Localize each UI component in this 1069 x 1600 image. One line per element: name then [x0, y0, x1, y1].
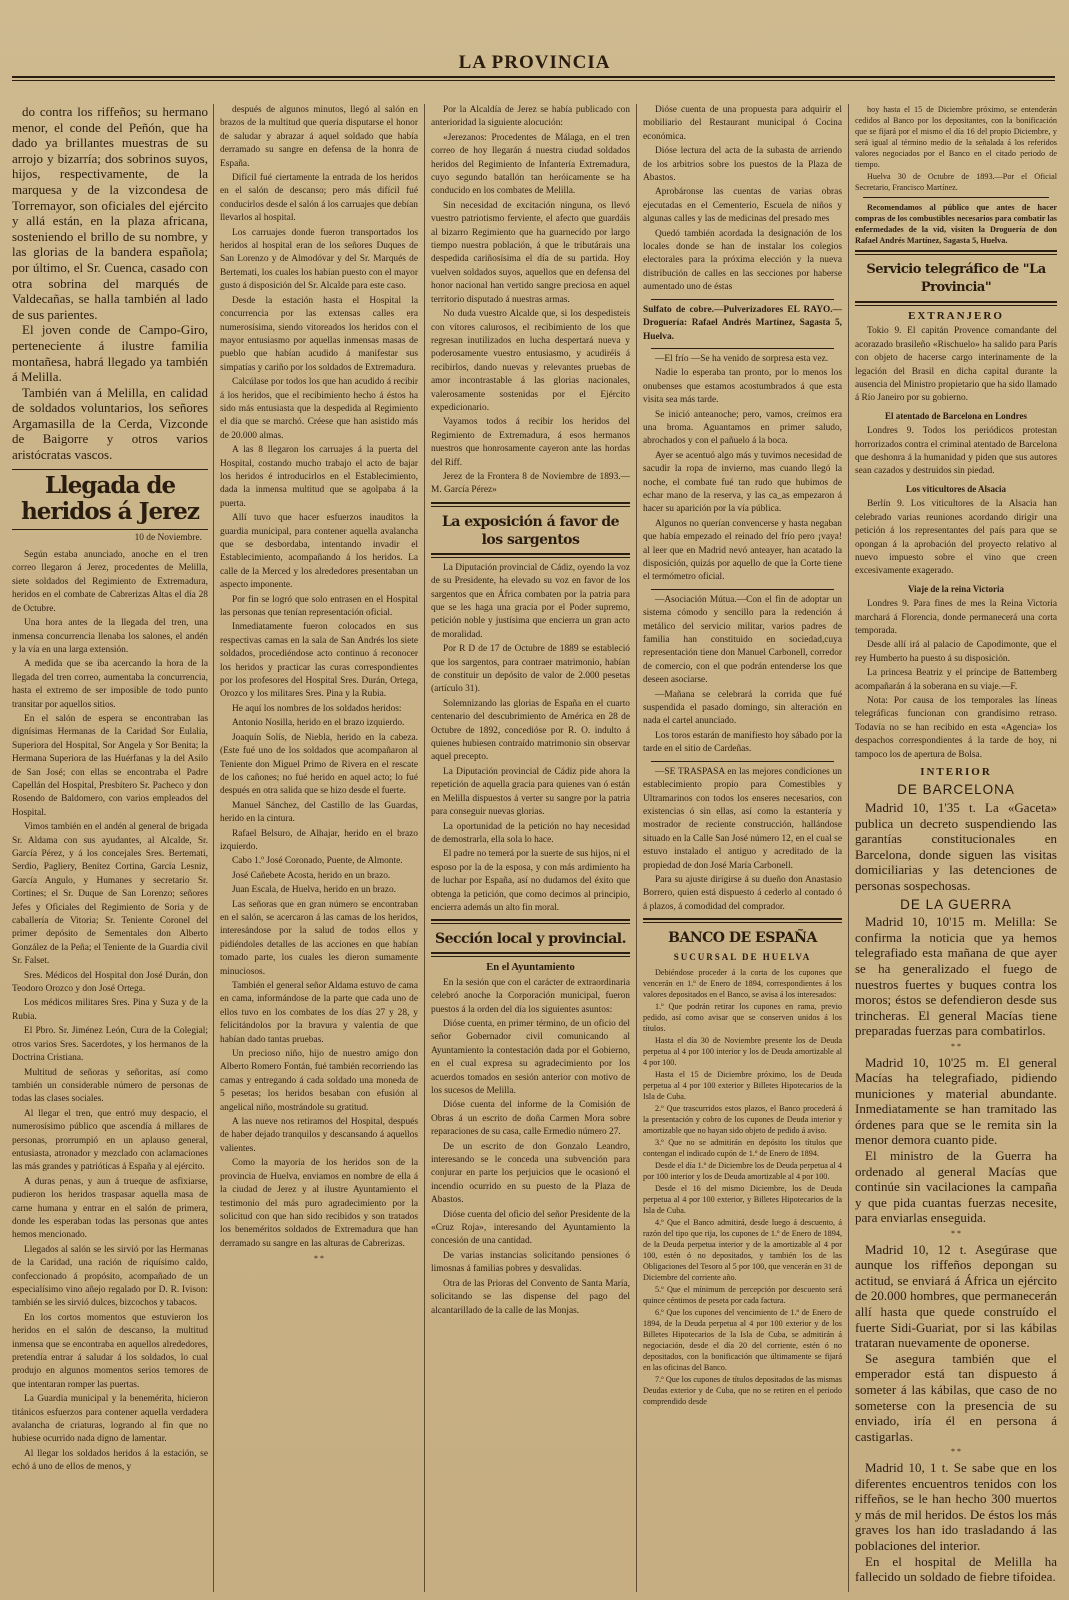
- section-heading-local: Sección local y provincial.: [435, 931, 626, 948]
- article-para: José Cañebete Acosta, herido en un brazo.: [232, 870, 391, 881]
- column-divider: [848, 104, 849, 1592]
- telegram: Madrid 10, 10'15 m. Melilla: Se confirma la noticia que ya hemos telegrafiado esta mañana de que ayer se ha generalizado el fuego de nuestros fuertes y buques contra los moros; éstos se defendieron desde sus trincheras. El general Macías tiene preparadas fuerzas para combatirlos.: [855, 914, 1057, 1039]
- advert-drogueria: [855, 202, 1057, 246]
- article-para: Nadie lo esperaba tan pronto, por lo menos los onubenses que estamos acostumbrados á que esta visita sea más tarde.: [643, 368, 842, 406]
- notice-para: Hasta el día 30 de Noviembre presente los de Deuda perpetua al 4 por 100 interior y los de Deuda amortizable al 4 por 100.: [643, 1035, 842, 1067]
- notice-para: 1.º Que podrán retirar los cupones en rama, previo pedido, así como avisar que se conserven unidos á los títulos.: [643, 1001, 842, 1033]
- article-para: Cabo 1.º José Coronado, Puente, de Almonte.: [232, 856, 403, 867]
- article-para: Dióse cuenta del informe de la Comisión de Obras á un escrito de doña Carmen Mora sobre reparaciones de su casa, calle Ermedio número 27.: [431, 1100, 630, 1138]
- article-para: De varias instancias solicitando pensiones ó limosnas á familias pobres y desvalidas.: [431, 1250, 630, 1275]
- column-3: [431, 104, 630, 1594]
- separator-stars: * *: [951, 1447, 961, 1457]
- telegram: Desde allí irá al palacio de Capodimonte, que el rey Humberto ha puesto á su disposición.: [855, 640, 1057, 664]
- banco-heading: BANCO DE ESPAÑA: [668, 930, 817, 947]
- section-rule: [431, 919, 630, 924]
- article-para: No duda vuestro Alcalde que, si los despedisteis con vítores calurosos, el recibimiento de los que regresan inutilizados en lucha despertará nueva y poderosamente vuestro entusiasmo, y acudiréis á recibirlos, dando nuevas y relevantes pruebas de amor incontrastable á las glorias nacionales, valerosamente sostenidas por el Ejército expedicionario.: [431, 309, 630, 413]
- article-para: Inmediatamente fueron colocados en sus respectivas camas en la sala de San Andrés los siete soldados, procediéndose acto continuo á reconocer los heridos y practicar las curas correspondientes por los profesores del Hospital Sres. Durán, Ortega, Orozco y los militares Sres. Pina y la Rubia.: [220, 622, 418, 700]
- article-para: A medida que se iba acercando la hora de la llegada del tren correo, aumentaba la concurrencia, hasta el extremo de ser imposible de todo punto transitar por aquellos sitios.: [12, 659, 208, 710]
- article-para: Ayer se acentuó algo más y tuvimos necesidad de sacudir la ropa de invierno, mas cuando llegó la noche, el combate fué tan rudo que hubimos de echar mano de la reserva, y las ca_as empezaron á hacer su aparición por la vía pública.: [643, 450, 842, 515]
- divider: [651, 589, 834, 590]
- article-para: Juan Escala, de Huelva, herido en un brazo.: [232, 885, 396, 896]
- notice-para: Desde el día 1.º de Diciembre los de Deuda perpetua al 4 por 100 interior y los de Deuda amortizable al 4 por 100.: [643, 1160, 842, 1181]
- col1-lead-para: El joven conde de Campo-Giro, perteneciente á ilustre familia montañesa, habrá llegado ya también á Melilla.: [12, 322, 208, 385]
- top-rule-thin: [12, 80, 1055, 81]
- city-heading-guerra: DE LA GUERRA: [900, 896, 1012, 912]
- column-divider: [636, 104, 637, 1592]
- telegram: Madrid 10, 1 t. Se sabe que en los diferentes encuentros tenidos con los riffeños, se le han hecho 300 muertos y más de mil heridos. De éstos los más graves los han ido trasladando á las poblaciones del interior.: [855, 1459, 1057, 1553]
- notice-para: Hasta el 15 de Diciembre próximo, los de Deuda perpetua al 4 por 100 exterior y Billetes Hipotecarios de la Isla de Cuba.: [643, 1069, 842, 1101]
- notice-para: 4.º Que el Banco admitirá, desde luego á descuento, á razón del tipo que rija, los cupones de 1.º de Enero de 1894, de la Deuda perpetua interior y de la amortizable al 4 por 100, estén ó no depositados, y también los de las Obligaciones del Tesoro al 5 por 100, que vencerán en 31 de Diciembre del corriente año.: [643, 1217, 842, 1282]
- article-para: Por R D de 17 de Octubre de 1889 se estableció que los sargentos, para contraer matrimonio, habían de constituir un depósito de valor de 2.000 pesetas (artículo 31).: [431, 644, 630, 695]
- article-para: La Guardia municipal y la benemérita, hicieron titánicos esfuerzos para contener aquella verdadera avalancha de criaturas, logrando al fin que no hubiese ocurrido nada digno de lamentar.: [12, 1394, 208, 1445]
- article-para: Al llegar los soldados heridos á la estación, se echó á uno de ellos de menos, y: [12, 1448, 208, 1473]
- column-divider: [213, 104, 214, 1592]
- article-para: Algunos no querían convencerse y hasta negaban que había empezado el reinado del frío pero ¡vaya! al leer que en Madrid nevó anteayer, han acatado la disposición, quizás por aquello de que la Corte tiene el termómetro oficial.: [643, 518, 842, 583]
- article-para: El Pbro. Sr. Jiménez León, Cura de la Colegial; otros varios Sres. Sacerdotes, y los hermanos de la Doctrina Cristiana.: [12, 1026, 208, 1064]
- telegram: Madrid 10, 1'35 t. La «Gaceta» publica un decreto suspendiendo las garantías constitucionales en Barcelona, donde siguen las visitas domiciliarias y las detenciones de personas sospechosas.: [855, 800, 1057, 893]
- col1-lead-para: También van á Melilla, en calidad de soldados voluntarios, los señores Argamasilla de la Cerda, Vizconde de Baigorre y otros varios aristócratas vascos.: [12, 384, 208, 463]
- banco-notice: [643, 967, 842, 1407]
- interior-news: [855, 782, 1057, 1584]
- article-para: Los médicos militares Sres. Pina y Suza y de la Rubia.: [12, 998, 208, 1022]
- column-5: [855, 104, 1057, 1594]
- masthead: LA PROVINCIA: [458, 52, 611, 73]
- article-para: Una hora antes de la llegada del tren, una inmensa concurrencia llenaba los salones, el andén y la vía en una larga extensión.: [12, 618, 208, 655]
- article-para: —El frío —Se ha venido de sorpresa esta vez.: [655, 353, 829, 364]
- article-para: Dióse cuenta del oficio del señor Presidente de la «Cruz Roja», interesando del Ayuntamiento la concesión de una cantidad.: [431, 1209, 630, 1247]
- article-para: Se inició anteanoche; pero, vamos, creímos era una broma. Aguantamos en primer saludo, abrochados y con el pañuelo á la boca.: [643, 409, 842, 447]
- article-para: Sres. Médicos del Hospital don José Durán, don Teodoro Orozco y don José Ortega.: [12, 970, 208, 995]
- notice-para: hoy hasta el 15 de Diciembre próximo, se entenderán cedidos al Banco por los depositantes, con la bonificación que se fijará por el mismo el día 16 del propio Diciembre, y será igual al término medio de la señalada á los referidos valores negociados por el Banco en el citado periodo de tiempo.: [855, 105, 1057, 169]
- section-rule: [431, 502, 630, 507]
- article-para: He aquí los nombres de los soldados heridos:: [232, 703, 402, 714]
- article-para: Por fin se logró que solo entrasen en el Hospital las personas que tenían representación oficial.: [220, 594, 418, 619]
- city-heading-barcelona: DE BARCELONA: [897, 782, 1015, 798]
- telegram: Nota: Por causa de los temporales las líneas telegráficas funcionan con grandísimo retraso. Todavía no se han recibido en esta «Agencia» los despachos correspondientes á la tarde de hoy, ni tampoco los de apertura de Bolsa.: [855, 695, 1057, 760]
- divider: [863, 197, 1049, 198]
- article-heading-jerez: Llegada de heridos á Jerez: [12, 469, 208, 530]
- telegram: Se asegura también que el emperador está tan dispuesto á someter á las kábilas, que caso de no someterse con la presencia de su enviado, iría él en persona á castigarlas.: [855, 1350, 1057, 1444]
- article-para: Difícil fué ciertamente la entrada de los heridos en el salón de descanso; pero más difícil fué conducirlos desde el salón á los carruajes que debían llevarlos al hospital.: [220, 173, 418, 224]
- notice-para: 7.º Que los cupones de títulos depositados de las mismas Deudas exterior y de Cuba, que no se retiren en el periodo comprendido desde: [643, 1374, 842, 1406]
- telegram: La princesa Beatriz y el príncipe de Battemberg acompañarán á la soberana en su viaje.—F.: [855, 668, 1057, 692]
- article-para: Vayamos todos á recibir los heridos del Regimiento de Extremadura, á esos hermanos nuestros que honrosamente cayeron ante las hordas del Riff.: [431, 417, 630, 468]
- article-para: Las señoras que en gran número se encontraban en el salón, se acercaron á las camas de los heridos, interesándose por la salud de todos ellos y pidiéndoles detalles de las acciones en que habían tomado parte, los cuales les dieron sumamente minuciosos.: [220, 899, 418, 977]
- article-para: Al llegar el tren, que entró muy despacio, el numerosísimo público que ascendía á millares de personas, prorrumpió en un aplauso general, entusiasta, atronador y mezclado con aclamaciones las más grandes y patrióticas á España y al ejército.: [12, 1108, 208, 1173]
- advert-sulfato: Sulfato de cobre.—Pulverizadores EL RAYO.—Droguería: Rafael Andrés Martínez, Sagasta 5, Huelva.: [643, 304, 842, 342]
- telegram: Madrid 10, 10'25 m. El general Macías ha telegrafiado, pidiendo municiones y material abundante. Inmediatamente se han tramitado las órdenes para que se le remita sin la menor demora cuanto pide.: [855, 1054, 1057, 1148]
- column-2: [220, 104, 418, 1594]
- article-para: Dióse lectura del acta de la subasta de arriendo de los arbitrios sobre los puestos de la Plaza de Abastos.: [643, 146, 842, 184]
- article-para: Los carruajes donde fueron transportados los heridos al hospital eran de los señores Duques de San Lorenzo y de Almodóvar y del Sr. Marqués de Bertemati, los cuales los habían puesto con el mayor gusto á disposición del Sr. Alcalde para este caso.: [220, 227, 418, 292]
- top-rule: [12, 76, 1055, 78]
- telegram: Londres 9. Todos los periódicos protestan horrorizados contra el criminal atentado de Barcelona que deshonra á la humanidad y piden que sus autores sean cazados y destruidos sin piedad.: [855, 426, 1057, 477]
- notice-para: 3.º Que no se admitirán en depósito los títulos que contengan el indicado cupón de 1.º de Enero de 1894.: [643, 1137, 842, 1158]
- article-para: Multitud de señoras y señoritas, así como también un considerable número de personas de todas las clases sociales.: [12, 1067, 208, 1105]
- article-date: 10 de Noviembre.: [134, 532, 202, 543]
- article-para: La Diputación provincial de Cádiz, oyendo la voz de su Presidente, ha elevado su voz en favor de los sargentos que en África combaten por la patria para que se les haga una gracia por el Poder supremo, petición noble y justísima que encierra un gran acto de moralidad.: [431, 562, 630, 640]
- article-para: A duras penas, y aun á trueque de asfixiarse, pudieron los heridos traspasar aquella masa de carne humana y entrar en el salón de primera, donde les esperaban todas las personas que antes hemos mencionado.: [12, 1176, 208, 1241]
- telegram: En el hospital de Melilla ha fallecido un soldado de fiebre tifoidea.: [855, 1553, 1057, 1585]
- article-para: La oportunidad de la petición no hay necesidad de demostrarla, ella sola lo hace.: [431, 821, 630, 845]
- section-rule: [643, 918, 842, 923]
- article-para: También el general señor Aldama estuvo de cama en cama, informándose de la parte que cada uno de ellos tuvo en los combates de los días 27 y 28, y felicitándolos por la bravura y valentía de que habían dado tantas pruebas.: [220, 981, 418, 1045]
- article-para: Para su ajuste dirigirse á su dueño don Anastasio Borrero, quien está dispuesto á cederlo al contado ó á plazos, á comodidad del comprador.: [643, 874, 842, 912]
- article-para: Jerez de la Frontera 8 de Noviembre de 1893.—M. García Pérez»: [431, 471, 630, 496]
- article-para: Calcúlase por todos los que han acudido á recibir á los heridos, que el recibimiento hecho á éstos ha sido más entusiasta que la despedida al Regimiento el día que se marchó. Créese que han asistido más de 20.000 almas.: [220, 377, 418, 441]
- notice-para: 5.º Que el mínimum de percepción por descuento será quince céntimos de peseta por cada factura.: [643, 1284, 842, 1305]
- section-rule: [431, 952, 630, 957]
- separator-stars: * *: [951, 1041, 961, 1051]
- notice-para: 2.º Que trascurridos estos plazos, el Banco procederá á la presentación y cobro de los cupones de Deuda interior y amortizable que no hayan sido objeto de pedido á aviso.: [643, 1103, 842, 1135]
- advert-text: Recomendamos al público que antes de hacer compras de los combustibles necesarios para combatir las enfermedades de la vid, visiten la Droguería de don Rafael Andrés Martínez, Sagasta 5, Huelva.: [855, 203, 1057, 245]
- article-para: En el salón de espera se encontraban las dignísimas Hermanas de la Caridad Sor Eulalia, Superiora del Hospital, Sor Angela y Sor Benita; la Hermana Superiora de las Huérfanas y la del Asilo de San José; con ellas se encontraba el Padre Capellán del Hospital, Presbítero Sr. Pacheco y don Rosendo de Baldomero, con varios empleados del Hospital.: [12, 713, 208, 818]
- subheading-ayuntamiento: En el Ayuntamiento: [486, 962, 575, 974]
- article-para: Los toros estarán de manifiesto hoy sábado por la tarde en el sitio de Cardeñas.: [643, 730, 842, 755]
- article-para: Según estaba anunciado, anoche en el tren correo llegaron á Jerez, procedentes de Melilla, siete soldados del Regimiento de Extremadura, heridos en el combate de Cabrerizas Altas el día 28 de Octubre.: [12, 550, 208, 614]
- article-para: En los cortos momentos que estuvieron los heridos en el salón de descanso, la multitud inmensa que se encontraba en aquellos alrededores, pretendía entrar á saludar á los soldados, lo cual produjo en algunos momentos serios temores de que intentaran romper las puertas.: [12, 1312, 208, 1390]
- article-para: Allí tuvo que hacer esfuerzos inauditos la guardia municipal, para contener aquella avalancha que se desbordaba, intentando invadir el Establecimiento, acompañando á los heridos. La calle de la Merced y los alrededores presentaban un aspecto imponente.: [220, 513, 418, 591]
- divider: [651, 299, 834, 300]
- article-para: Un precioso niño, hijo de nuestro amigo don Alberto Romero Fontán, fué también recorriendo las camas y entregando á cada soldado una moneda de 5 pesetas; los heridos besaban con efusión al angelical niño, mostrándole su gratitud.: [220, 1049, 418, 1113]
- article-para: En la sesión que con el carácter de extraordinaria celebró anoche la Corporación municipal, fueron puestos á la orden del día los siguientes asuntos:: [431, 977, 630, 1015]
- notice-para: Huelva 30 de Octubre de 1893.—Por el Oficial Secretario, Francisco Martínez.: [855, 172, 1057, 192]
- article-para: Solemnizando las glorias de España en el cuarto centenario del descubrimiento de América en 28 de Octubre de 1892, concedióse por R. O. indulto á quienes hubiesen contraído matrimonio sin observar aquel precepto.: [431, 698, 630, 763]
- article-para: Aprobáronse las cuentas de varias obras ejecutadas en el Cementerio, Escuela de niños y algunas calles y las de medicinas del presado mes: [643, 187, 842, 225]
- column-4: [643, 104, 842, 1594]
- article-para: Otra de las Prioras del Convento de Santa María, solicitando se las dispense del pago del alcantarillado de la calle de las Monjas.: [431, 1278, 630, 1316]
- telegram: Londres 9. Para fines de mes la Reina Victoria marchará á Florencia, donde permanecerá una corta temporada.: [855, 599, 1057, 636]
- telegram: El ministro de la Guerra ha ordenado al general Macías que continúe sin vacilaciones la campaña y que pida cuantas fuerzas necesite, para enviarlas enseguida.: [855, 1148, 1057, 1226]
- telegram: Madrid 10, 12 t. Asegúrase que aunque los riffeños depongan su actitud, se enviará á África un ejército de 20.000 hombres, que permanecerán allí hasta que quede construído el fuerte Sidi-Guariat, por si las kábilas trataran nuevamente de oponerse.: [855, 1241, 1057, 1351]
- article-para: A las 8 llegaron los carruajes á la puerta del Hospital, costando mucho trabajo el acto de bajar los heridos é introducirlos en el Establecimiento, dada la inmensa multitud que se agolpaba á la puerta.: [220, 445, 418, 509]
- article-para: Dióse cuenta de una propuesta para adquirir el mobiliario del Restaurant municipal ó Cocina económica.: [643, 105, 842, 142]
- article-para: La Diputación provincial de Cádiz pide ahora la repetición de aquella gracia para quienes van ó están en Melilla dispuestos á verter su sangre por la patria para conseguir nuevas glorias.: [431, 766, 630, 818]
- banco-notice-end: [855, 104, 1057, 193]
- divider: [651, 348, 834, 349]
- article-para: Quedó también acordada la designación de los locales donde se han de instalar los colegios electorales para la próxima elección y la nueva distribución de calles en las secciones por haberse aumentado uno de éstas: [643, 228, 842, 293]
- article-para: Como la mayoría de los heridos son de la provincia de Huelva, enviamos en nombre de ella á la ciudad de Jerez y al ilustre Ayuntamiento el testimonio del más puro agradecimiento por la solicitud con que han sido recibidos y son tratados los beneméritos soldados de Extremadura que han derramado su sangre en las alturas de Cabrerizas.: [220, 1158, 418, 1249]
- article-para: Rafael Belsuro, de Alhajar, herido en el brazo izquierdo.: [220, 828, 418, 852]
- telegraph-heading: Servicio telegráfico de "La Provincia": [866, 262, 1046, 295]
- telegram-subhead: Los viticultores de Alsacia: [905, 483, 1007, 494]
- article-para: Joaquín Solís, de Niebla, herido en la cabeza. (Este fué uno de los soldados que acompañaron al Teniente don Miguel Primo de Rivera en el rescate de los cañones; no fué herido en aquel acto; lo fué después en otra salida que se hizo desde el fuerte.: [220, 732, 418, 797]
- telegram: Tokio 9. El capitán Provence comandante del acorazado brasileño «Rischuelo» ha salido para París con objeto de hacerse cargo interinamente de la legación del Brasil en dicha capital durante la ausencia del Ministro propietario que ha sido llamado á Río Janeiro por su gobierno.: [855, 326, 1057, 404]
- article-para: Llegados al salón se les sirvió por las Hermanas de la Caridad, una ración de riquísimo caldo, confeccionado á propósito, acompañado de un especialísimo vino añejo regalado por D. R. Ivison: también se les sirvió dulces, bizcochos y tabacos.: [12, 1244, 208, 1309]
- column-1: [12, 104, 208, 1594]
- article-para: El padre no temerá por la suerte de sus hijos, ni el esposo por la de la esposa, y con más ardimiento ha de luchar por España, así no dudamos del éxito que obtenga la petición, que como decimos al principio, encierra además un alto fin moral.: [431, 849, 630, 913]
- article-para: Manuel Sánchez, del Castillo de las Guardas, herido en la cintura.: [220, 800, 418, 825]
- article-para: De un escrito de don Gonzalo Leandro, interesando se le conceda una subvención para conjurar en parte los perjuicios que le ocasionó el incendio ocurrido en su puesto de la Plaza de Abastos.: [431, 1141, 630, 1206]
- section-rule: [855, 250, 1057, 255]
- interior-heading: INTERIOR: [920, 766, 992, 778]
- article-para: —SE TRASPASA en las mejores condiciones un establecimiento propio para Comestibles y Ultramarinos con todos los enseres necesarios, con existencias ó sin ellas, así como la estantería y mostrador de reciente construcción, hallándose situado en la Calle San José número 12, en el cual se estuvo instalado el antiguo y acreditado de la propiedad de don José María Carbonell.: [643, 766, 842, 871]
- notice-para: 6.º Que los cupones del vencimiento de 1.º de Enero de 1894, de la Deuda perpetua al 4 por 100 exterior y de los Billetes Hipotecarios de la Isla de Cuba, se admitirán á negociación, desde el día 20 del corriente, estén ó no depositados, con la bonificación que últimamente se fijará en las oficinas del Banco.: [643, 1307, 842, 1372]
- banco-subheading: SUCURSAL DE HUELVA: [673, 952, 812, 963]
- article-para: Vimos también en el andén al general de brigada Sr. Aldama con sus ayudantes, al Alcalde, Sr. García Pérez, y á los concejales Sres. Bertemati, Serdio, Pagliery, Benítez Cortina, García Lesniz, García Angulo, y Humanes y secretario Sr. Cortines; el Sr. Duque de San Lorenzo; señores Jefes y Oficiales del Regimiento de Soria y de caballería de Vitoria; Sr. Teniente Coronel del primer depósito de Sementales don Alberto González de la Peña; el Teniente de la Guardia civil Sr. Falset.: [12, 822, 208, 967]
- article-para: A las nueve nos retiramos del Hospital, después de haber dejado tranquilos y descansando á aquellos valientes.: [220, 1117, 418, 1154]
- article-para: Dióse cuenta, en primer término, de un oficio del señor Gobernador civil comunicando al Ayuntamiento la contestación dada por el Gobierno, en el cual expresa su agradecimiento por los acuerdos tomados en sesión anterior con motivo de los sucesos de Melilla.: [431, 1018, 630, 1096]
- section-rule: [431, 553, 630, 558]
- telegram: Berlín 9. Los viticultores de la Alsacia han celebrado varias reuniones acordando dirigir una petición á los representantes del país para que se opongan á la aprobación del proyecto relativo al nuevo impuesto sobre el vino que creen excesivamente exagerado.: [855, 499, 1057, 577]
- article-para: Sin necesidad de excitación ninguna, os llevó vuestro patriotismo ferviente, el afecto que guardáis al bizarro Regimiento que ha guarnecido por largo tiempo nuestra población, á que le tributárais una despedida cariñosísima el día de su partida. Hoy vuelven soldados suyos, aquellos que en defensa del honor nacional han vertido sangre preciosa en aquel territorio disputado á nuestras armas.: [431, 200, 630, 305]
- article-para: Por la Alcaldía de Jerez se había publicado con anterioridad la siguiente alocución:: [431, 105, 630, 129]
- article-para: —Asociación Mútua.—Con el fin de adoptar un sistema cómodo y sencillo para la redención á metálico del servicio militar, varios padres de familia han constituido en sociedad,cuya representación tiene don Manuel Carbonell, corredor de comercio, con el que podrán entenderse los que deseen asociarse.: [643, 594, 842, 686]
- extranjero-heading: EXTRANJERO: [908, 310, 1004, 322]
- article-para: Desde la estación hasta el Hospital la concurrencia por las extensas calles era numerosísima, siendo vitoreados los heridos con el mayor entusiasmo por aquellas inmensas masas de pueblo que habían acudido á manifestar sus simpatías y cariño por los soldados de Extremadura.: [220, 295, 418, 373]
- notice-para: Debiéndose proceder á la corta de los cupones que vencerán en 1.º de Enero de 1894, correspondientes á los valores depositados en el Banco, se avisa á los interesados:: [643, 967, 842, 999]
- col1-lead: [12, 104, 208, 463]
- telegram-subhead: Viaje de la reina Victoria: [908, 583, 1004, 594]
- col1-lead-para: do contra los riffeños; su hermano menor, el conde del Peñón, que ha dado ya brillantes muestras de su arrojo y bizarría; dos sobrinos suyos, hijos, respectivamente, de la marquesa y de la vizcondesa de Torremayor, son oficiales del ejército y allá están, en la plaza africana, sosteniendo el brillo de su nombre, y las glorias de la bandera española; por último, el Sr. Cuenca, casado con otra sobrina del marqués de Valdecañas, se halla también al lado de sus parientes.: [12, 104, 208, 322]
- notice-para: Desde el 16 del mismo Diciembre, los de Deuda perpetua al 4 por 100 exterior, y Billetes Hipotecarios de la Isla de Cuba.: [643, 1183, 842, 1215]
- article-heading-sargentos: La exposición á favor de los sargentos: [441, 513, 620, 548]
- article-para: «Jerezanos: Procedentes de Málaga, en el tren correo de hoy llegarán á nuestra ciudad soldados heridos del Regimiento de Infantería Extremadura, cuyo segundo batallón tan heróicamente se ha conducido en los combates de Melilla.: [431, 132, 630, 197]
- article-para: —Mañana se celebrará la corrida que fué suspendida el pasado domingo, sin alteración en nada el cartel anunciado.: [643, 689, 842, 727]
- article-para: después de algunos minutos, llegó al salón en brazos de la multitud que quería disputarse el honor de saludar y abrazar á aquel soldado que había derramado su sangre en defensa de la honra de España.: [220, 105, 418, 169]
- separator-stars: * *: [951, 1229, 961, 1239]
- divider: [651, 761, 834, 762]
- section-rule: [855, 301, 1057, 306]
- article-para: Antonio Nosilla, herido en el brazo izquierdo.: [232, 718, 405, 729]
- column-divider: [424, 104, 425, 1592]
- separator-stars: * *: [314, 1254, 324, 1264]
- telegram-subhead: El atentado de Barcelona en Londres: [885, 410, 1027, 421]
